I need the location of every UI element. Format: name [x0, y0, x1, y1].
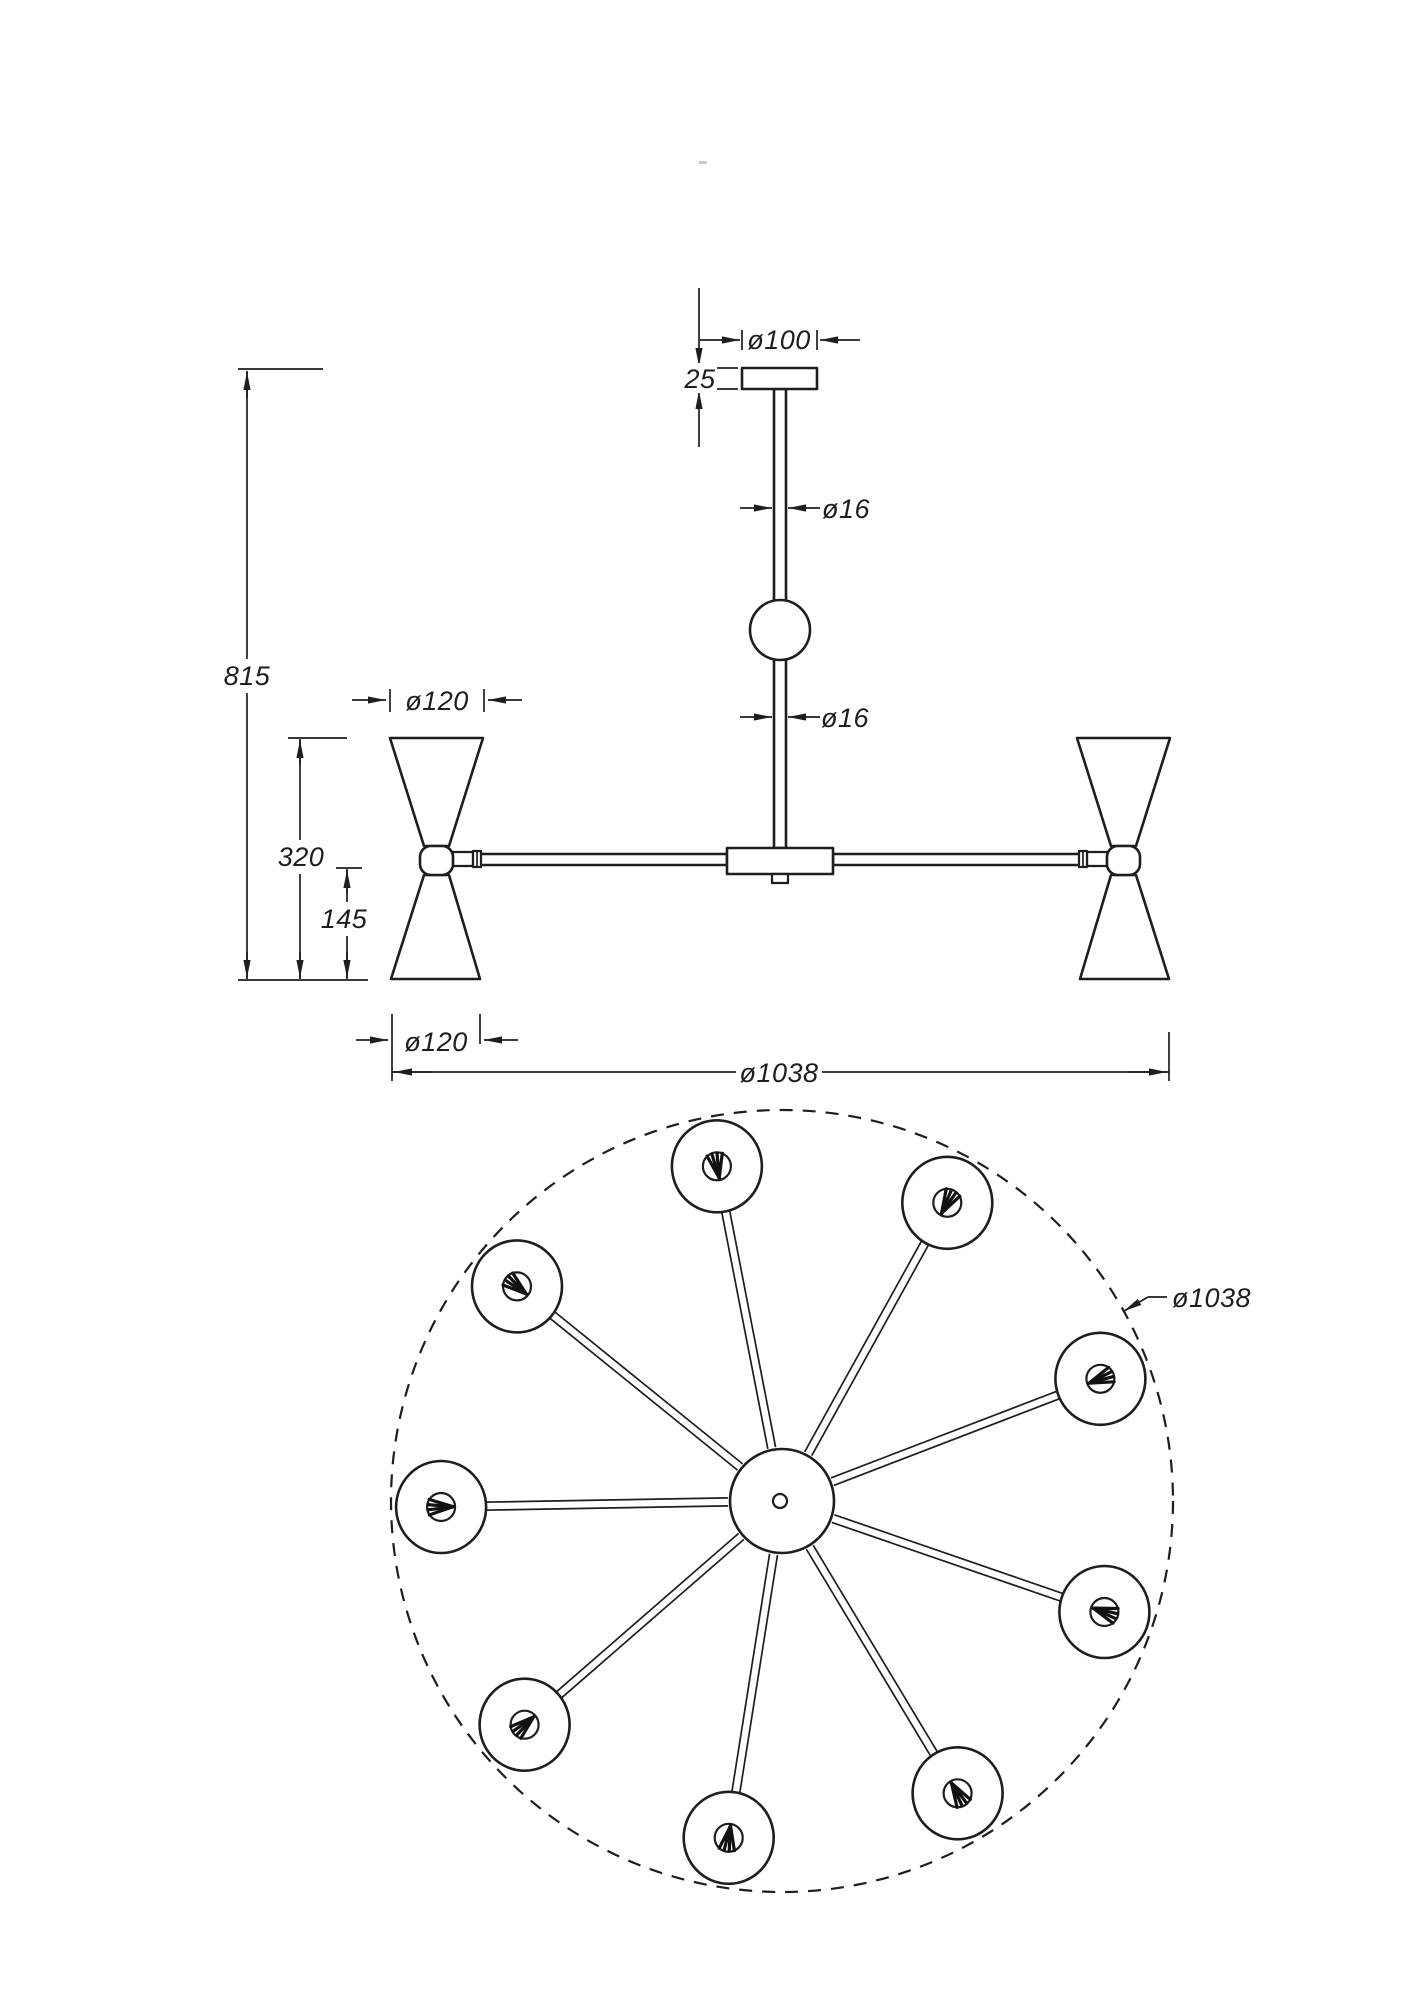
left-arm-tube: [480, 854, 727, 865]
left-shade-knot: [420, 846, 453, 875]
label-shade-diameter-top: ø120: [405, 686, 469, 716]
plan-arm: [832, 1522, 1065, 1602]
plan-arm: [805, 1237, 924, 1452]
right-shade-lower-cone: [1080, 875, 1169, 979]
label-canopy-diameter: ø100: [747, 325, 811, 355]
label-total-height: 815: [223, 661, 271, 691]
label-shade-height: 320: [277, 842, 325, 872]
ceiling-canopy: [742, 368, 817, 389]
plan-arm: [831, 1390, 1061, 1478]
hub-bottom-nub: [772, 874, 788, 883]
label-canopy-height: 25: [684, 364, 716, 394]
plan-arm: [739, 1555, 778, 1798]
right-shade-upper-cone: [1077, 738, 1170, 846]
plan-arm: [834, 1515, 1067, 1595]
right-arm-tube: [833, 854, 1084, 865]
plan-center-hole: [773, 1494, 787, 1508]
plan-arm: [812, 1241, 931, 1456]
plan-arm: [731, 1554, 770, 1797]
plan-view: [391, 1110, 1251, 1892]
label-overall-width: ø1038: [739, 1058, 819, 1088]
label-stem-diameter-lower: ø16: [820, 703, 870, 733]
plan-arm: [546, 1315, 737, 1470]
elevation-view: [221, 288, 1170, 1091]
plan-arm: [834, 1397, 1064, 1485]
right-shade-knot: [1107, 846, 1140, 875]
plan-arm: [813, 1545, 940, 1756]
label-plan-overall-diameter: ø1038: [1172, 1283, 1252, 1313]
center-hub-body: [727, 848, 833, 874]
label-stem-diameter-upper: ø16: [821, 494, 871, 524]
label-shade-lower-height: 145: [320, 904, 368, 934]
plan-arm: [482, 1506, 728, 1510]
plan-arm: [806, 1549, 933, 1760]
right-arm-stub: [1087, 852, 1107, 866]
stem-ball-joint: [750, 600, 810, 660]
plan-arm: [551, 1309, 742, 1464]
left-shade-lower-cone: [391, 875, 480, 979]
plan-arm: [558, 1539, 744, 1700]
plan-arm: [721, 1207, 768, 1449]
plan-arm: [553, 1533, 739, 1694]
plan-arm: [482, 1498, 728, 1502]
left-shade-upper-cone: [390, 738, 483, 846]
plan-arm: [729, 1206, 776, 1448]
left-arm-stub: [453, 852, 473, 866]
label-shade-diameter-bottom: ø120: [404, 1027, 468, 1057]
dim-plan-overall-diameter: [1124, 1297, 1167, 1311]
